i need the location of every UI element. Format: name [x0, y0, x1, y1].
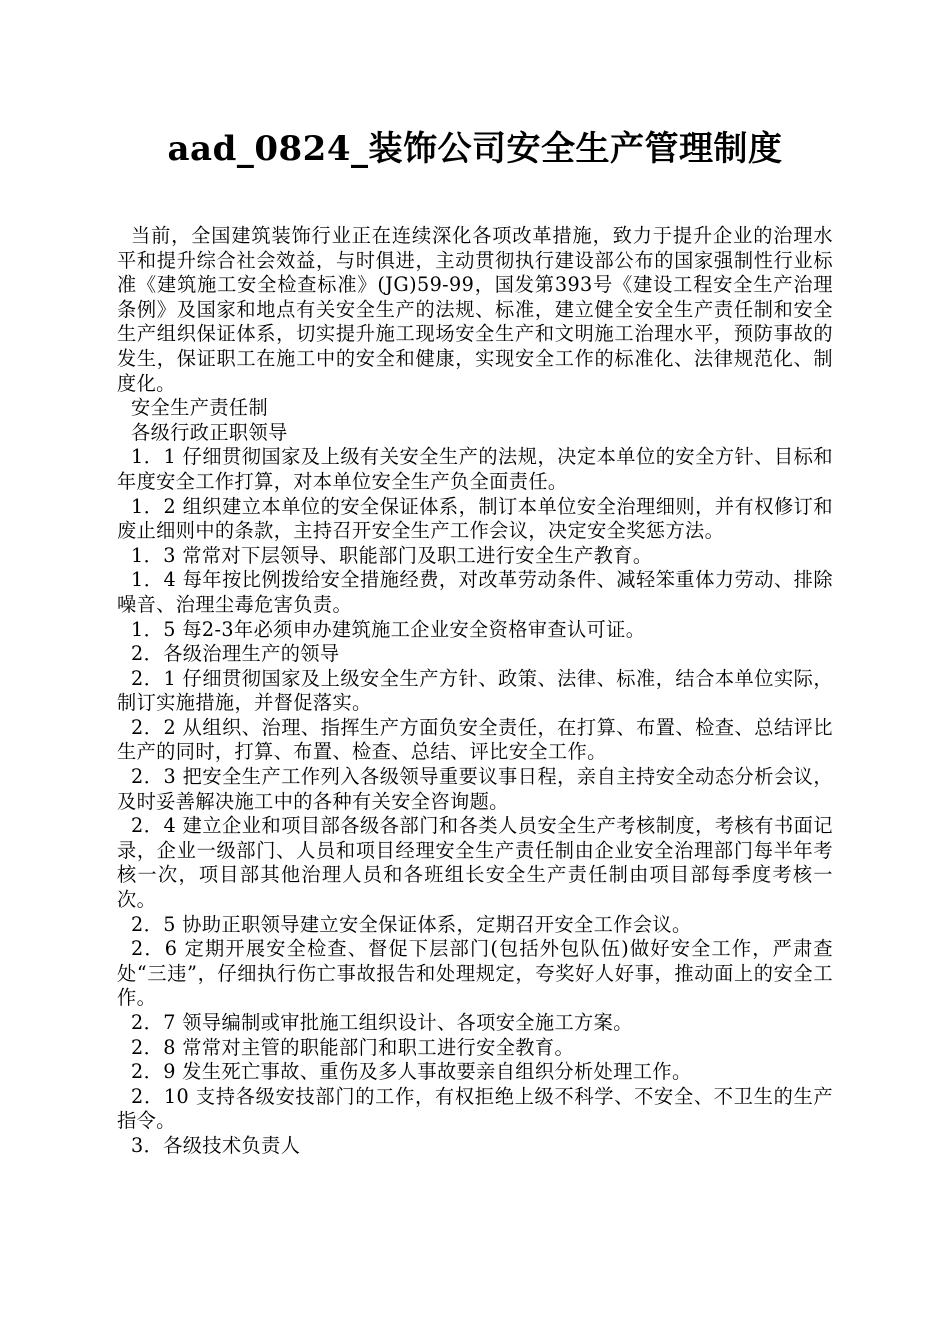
section-heading: 安全生产责任制	[131, 396, 269, 420]
subsection-heading: 3．各级技术负责人	[131, 1133, 301, 1157]
document-body	[117, 224, 833, 1159]
document-title: aad_0824_装饰公司安全生产管理制度	[167, 129, 783, 169]
clause-paragraph: 2．5 协助正职领导建立安全保证体系，定期召开安全工作会议。	[131, 912, 692, 936]
clause-paragraph: 2．9 发生死亡事故、重伤及多人事故要亲自组织分析处理工作。	[131, 1060, 692, 1084]
clause-paragraph: 2．7 领导编制或审批施工组织设计、各项安全施工方案。	[131, 1011, 633, 1034]
clause-paragraph: 1．2 组织建立本单位的安全保证体系，制订本单位安全治理细则，并有权修订和废止细则中的条款，主持召开安全生产工作会议，决定安全奖惩方法。	[117, 494, 833, 543]
subsection-heading: 各级行政正职领导	[131, 420, 288, 444]
clause-paragraph: 2．4 建立企业和项目部各级各部门和各类人员安全生产考核制度，考核有书面记录，企业一级部门、人员和项目经理安全生产责任制由企业安全治理部门每半年考核一次，项目部其他治理人员和各班组长安全生产责任制由项目部每季度考核一次。	[117, 814, 833, 912]
clause-paragraph: 2．2 从组织、治理、指挥生产方面负安全责任，在打算、布置、检查、总结评比生产的同时，打算、布置、检查、总结、评比安全工作。	[117, 715, 833, 764]
clause-paragraph: 1．5 每2-3年必须申办建筑施工企业安全资格审查认可证。	[131, 617, 646, 641]
subsection-heading: 2．各级治理生产的领导	[131, 642, 340, 666]
clause-paragraph: 2．6 定期开展安全检查、督促下层部门(包括外包队伍)做好安全工作，严肃查处“三违”，仔细执行伤亡事故报告和处理规定，夸奖好人好事，推动面上的安全工作。	[117, 937, 833, 1010]
clause-paragraph: 2．1 仔细贯彻国家及上级安全生产方针、政策、法律、标准，结合本单位实际，制订实施措施，并督促落实。	[117, 666, 833, 715]
clause-paragraph: 2．3 把安全生产工作列入各级领导重要议事日程，亲自主持安全动态分析会议，及时妥善解决施工中的各种有关安全咨询题。	[117, 765, 833, 813]
clause-paragraph: 1．1 仔细贯彻国家及上级有关安全生产的法规，决定本单位的安全方针、目标和年度安全工作打算，对本单位安全生产负全面责任。	[117, 445, 833, 493]
clause-paragraph: 2．10 支持各级安技部门的工作，有权拒绝上级不科学、不安全、不卫生的生产指令。	[117, 1084, 833, 1133]
clause-paragraph: 1．4 每年按比例拨给安全措施经费，对改革劳动条件、减轻笨重体力劳动、排除噪音、治理尘毒危害负责。	[117, 568, 833, 616]
intro-paragraph: 当前，全国建筑装饰行业正在连续深化各项改革措施，致力于提升企业的治理水平和提升综合社会效益，与时俱进，主动贯彻执行建设部公布的国家强制性行业标准《建筑施工安全检查标准》(JG)59-99，国发第393号《建设工程安全生产治理条例》及国家和地点有关安全生产的法规、标准，建立健全安全生产责任制和安全生产组织保证体系，切实提升施工现场安全生产和文明施工治理水平，预防事故的发生，保证职工在施工中的安全和健康，实现安全工作的标准化、法律规范化、制度化。	[117, 224, 833, 395]
clause-paragraph: 2．8 常常对主管的职能部门和职工进行安全教育。	[131, 1035, 575, 1059]
clause-paragraph: 1．3 常常对下层领导、职能部门及职工进行安全生产教育。	[131, 543, 653, 567]
